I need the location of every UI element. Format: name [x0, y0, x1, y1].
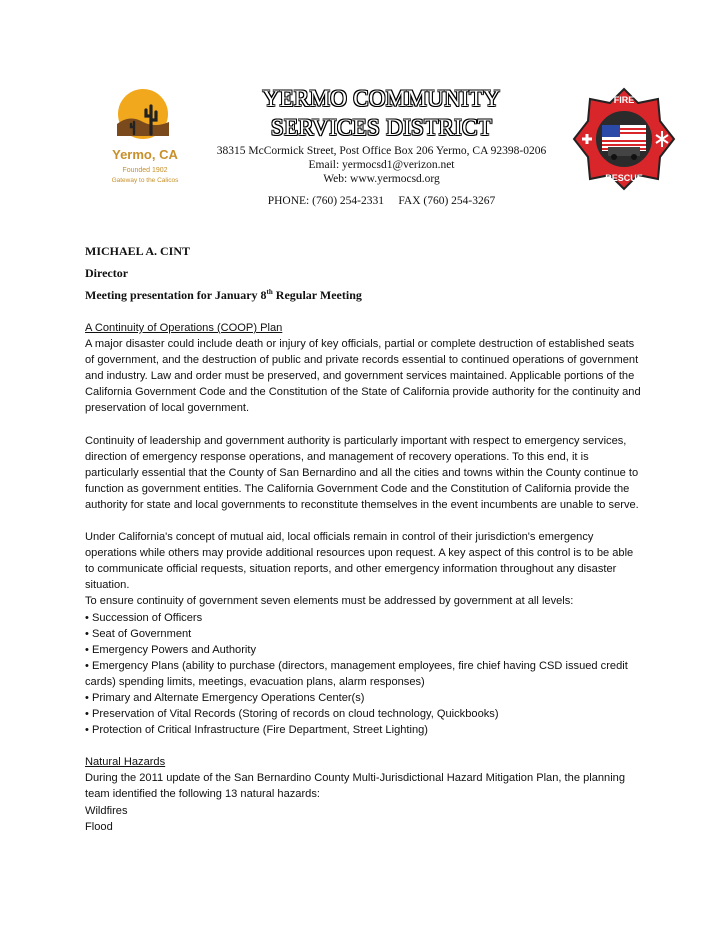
- badge-bottom-text: RESCUE: [605, 173, 643, 183]
- logo-founded: Founded 1902: [122, 167, 168, 174]
- badge-top-text: FIRE: [613, 95, 635, 105]
- email-line: Email: yermocsd1@verizon.net: [308, 159, 455, 171]
- document-body: [85, 320, 645, 835]
- district-title-line2: SERVICES DISTRICT: [270, 115, 493, 140]
- section-heading-hazards: Natural Hazards: [85, 756, 166, 769]
- bullet-item: • Primary and Alternate Emergency Operations Center(s): [85, 691, 365, 704]
- bullet-item: • Emergency Plans (ability to purchase (directors, management employees, fire chief having CSD issued credit cards) spending limits, meetings, evacuation plans, alarm responses): [85, 659, 628, 688]
- bullet-item: • Protection of Critical Infrastructure (Fire Department, Street Lighting): [85, 724, 428, 737]
- paragraph: To ensure continuity of government seven elements must be addressed by government at all levels:: [85, 595, 574, 608]
- author-name: MICHAEL A. CINT: [85, 244, 191, 258]
- paragraph: A major disaster could include death or injury of key officials, partial or complete destruction of established seats of government, and the destruction of public and private records essential to continued operations of government and industry. Law and order must be preserved, and government services maintained. Applicable portions of the California Government Code and the Constitution of the State of California provide authority for the continuity and preservation of local government.: [85, 338, 641, 415]
- logo-tagline: Gateway to the Calicos: [111, 177, 179, 184]
- author-role: Director: [85, 266, 129, 280]
- address-line: 38315 McCormick Street, Post Office Box 206 Yermo, CA 92398-0206: [216, 145, 547, 157]
- district-title-line1: YERMO COMMUNITY: [262, 86, 501, 111]
- hazard-item: Wildfires: [85, 804, 128, 817]
- logo-name: Yermo, CA: [112, 147, 178, 162]
- hazard-item: Flood: [85, 820, 113, 833]
- meeting-title: Meeting presentation for January 8th Regular Meeting: [85, 288, 362, 302]
- paragraph: During the 2011 update of the San Bernardino County Multi-Jurisdictional Hazard Mitigation Plan, the planning team identified the following 13 natural hazards:: [85, 772, 626, 801]
- bullet-item: • Emergency Powers and Authority: [85, 643, 256, 656]
- phone-fax-line: PHONE: (760) 254-2331 FAX (760) 254-3267: [267, 195, 496, 207]
- bullet-item: • Seat of Government: [85, 627, 192, 640]
- paragraph: Under California's concept of mutual aid, local officials remain in control of their jurisdiction's emergency operations while others may provide additional resources upon request. A key aspect of this control is to be able to communicate official requests, situation reports, and other emergency information throughout any disaster situation.: [85, 531, 634, 592]
- bullet-item: • Succession of Officers: [85, 611, 203, 624]
- section-heading-coop: A Continuity of Operations (COOP) Plan: [85, 322, 283, 334]
- bullet-item: • Preservation of Vital Records (Storing of records on cloud technology, Quickbooks): [85, 708, 499, 721]
- paragraph: Continuity of leadership and government authority is particularly important with respect to emergency services, direction of emergency response operations, and management of recovery operations. To this end, it is particularly essential that the County of San Bernardino and all the cities and towns within the County continue to function as government entities. The California Government Code and the Constitution of California provide the authority for state and local governments to reconstitute themselves in the event incumbents are unable to serve.: [85, 434, 639, 511]
- web-line: Web: www.yermocsd.org: [323, 173, 440, 185]
